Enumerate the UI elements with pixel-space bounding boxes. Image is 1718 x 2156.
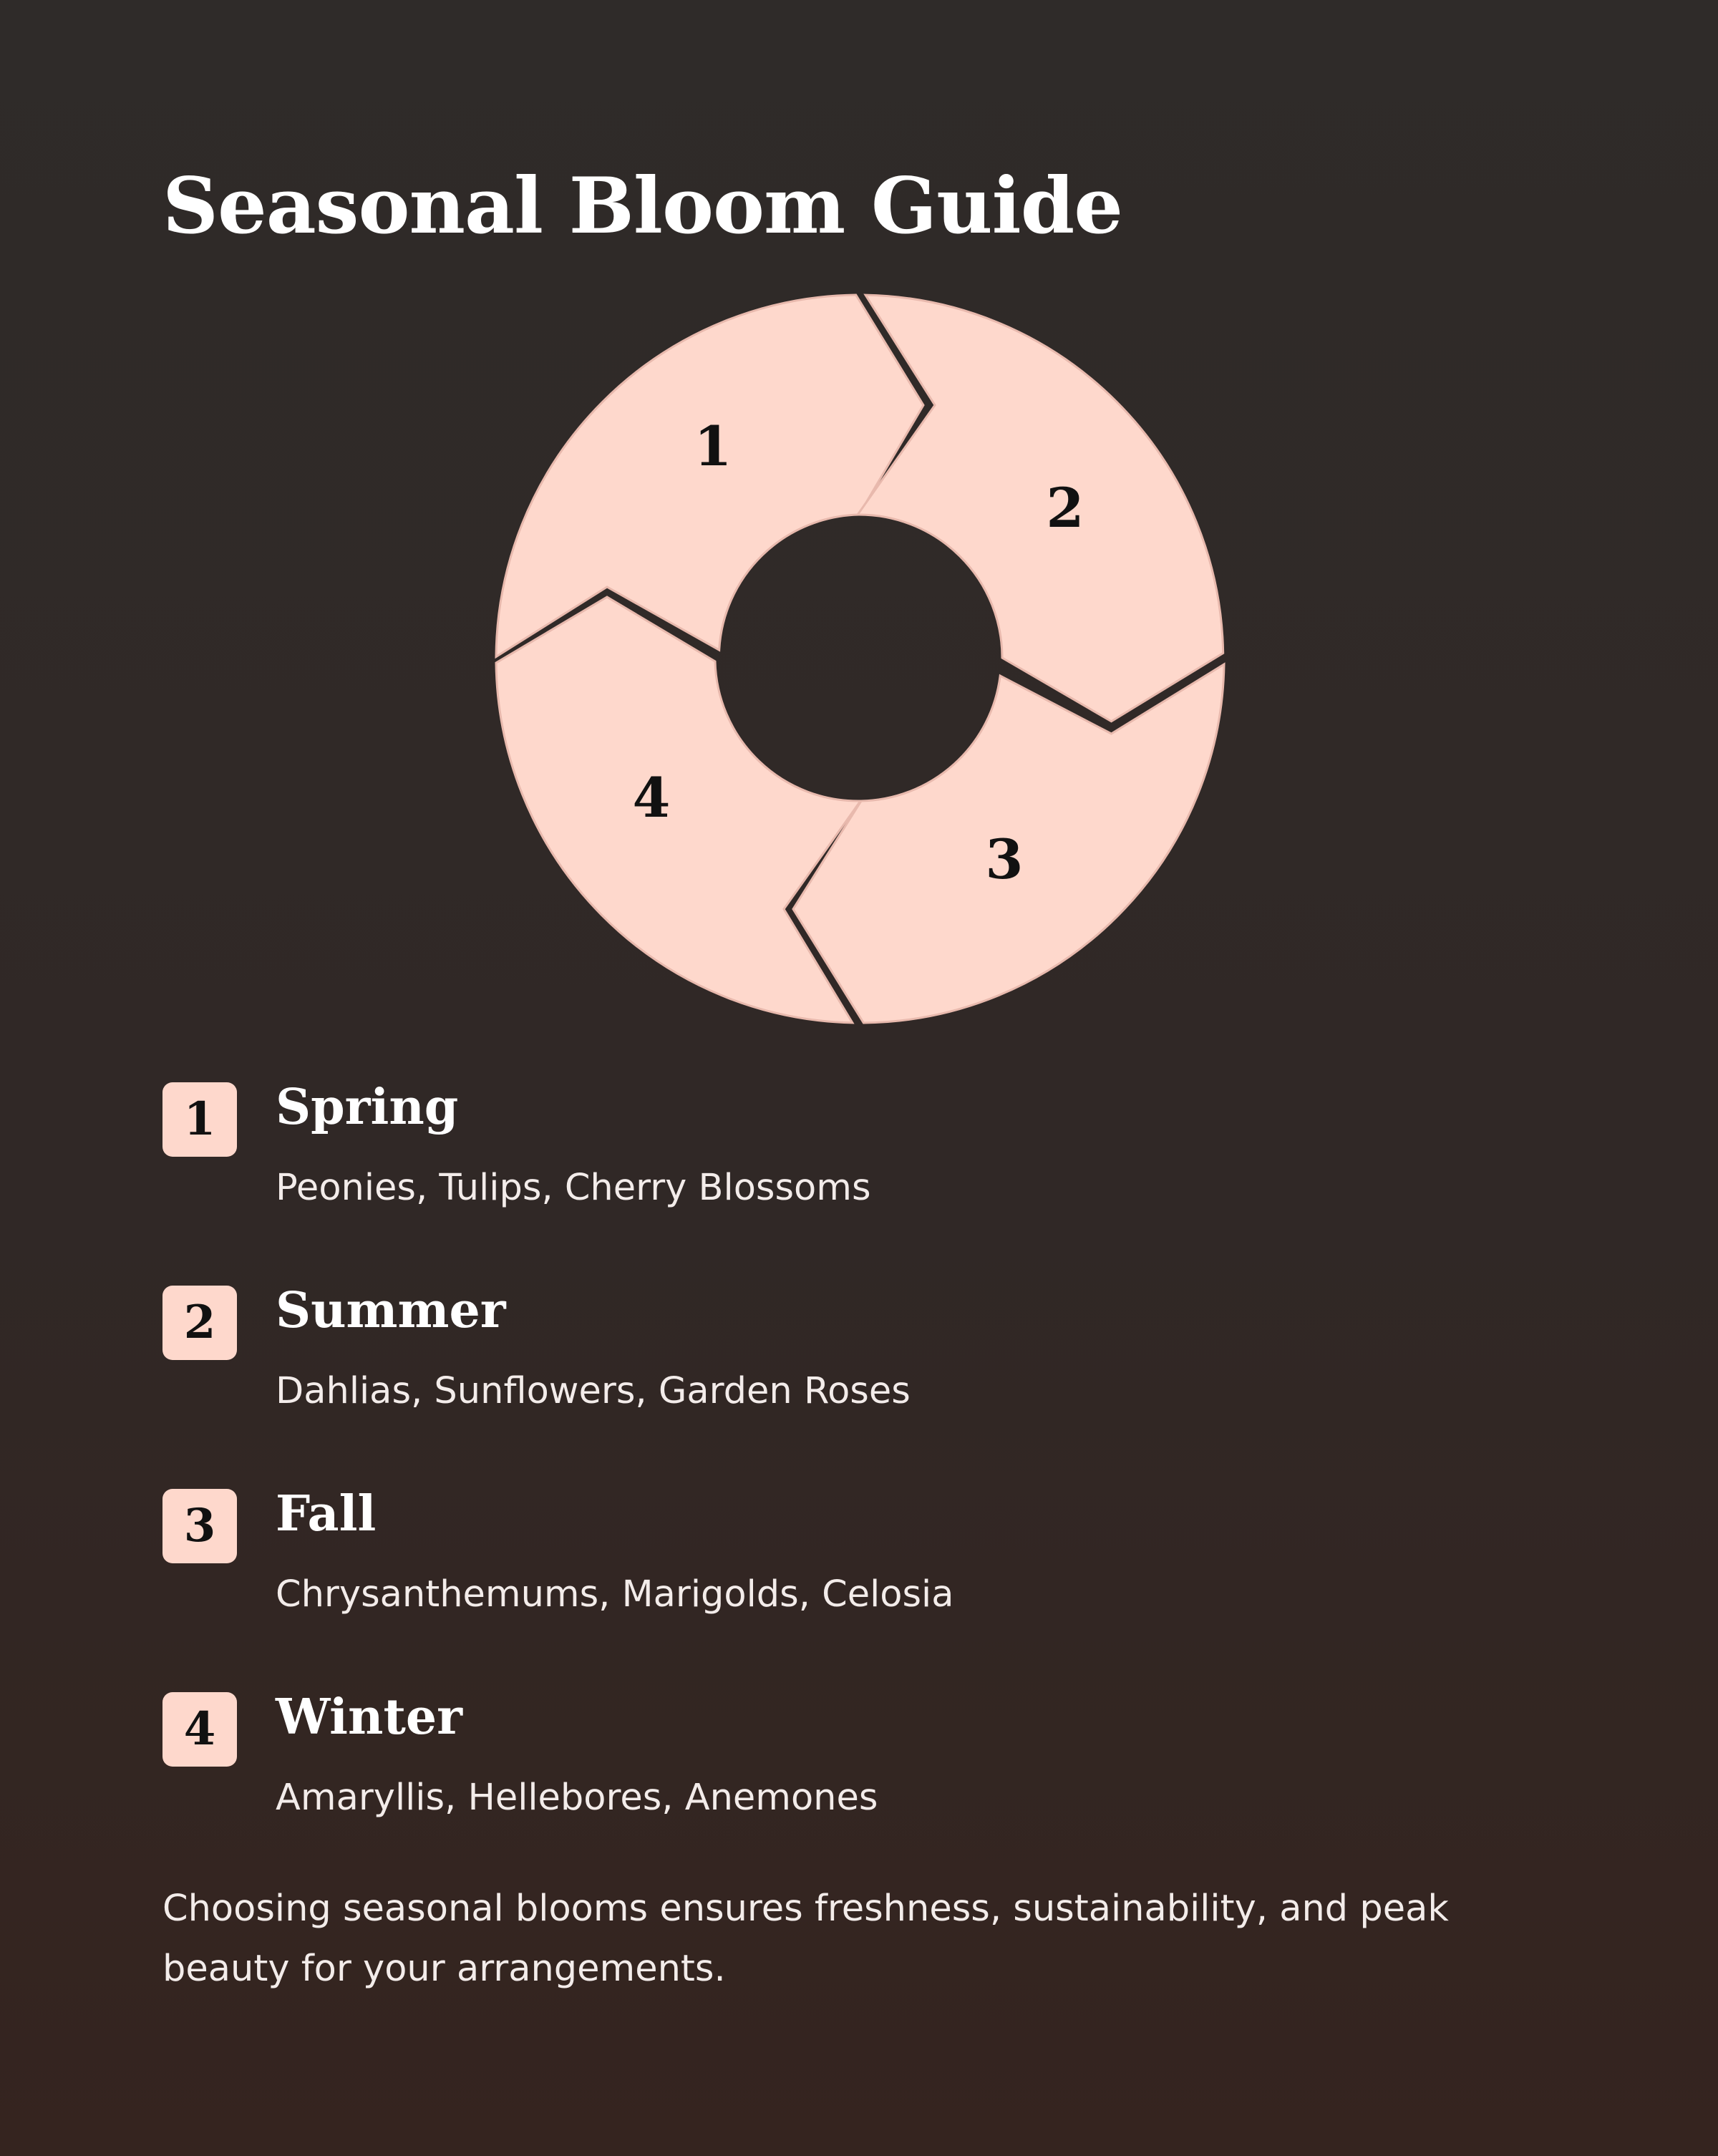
cycle-segment-label-2: 2 <box>1046 476 1084 540</box>
season-number-badge: 1 <box>162 1082 237 1157</box>
season-flowers: Dahlias, Sunflowers, Garden Roses <box>276 1370 911 1412</box>
season-flowers: Chrysanthemums, Marigolds, Celosia <box>276 1573 954 1616</box>
cycle-segment-label-3: 3 <box>985 827 1024 891</box>
season-number-badge: 4 <box>162 1692 237 1767</box>
cycle-segment-4 <box>496 597 860 1023</box>
footer-note: Choosing seasonal blooms ensures freshness, sustainability, and peak beauty for your arrangements. <box>162 1888 1449 1990</box>
season-name: Spring <box>276 1079 459 1136</box>
season-item-fall <box>162 1487 1594 1691</box>
season-list <box>162 1081 1594 1894</box>
season-number-badge: 2 <box>162 1286 237 1360</box>
cycle-segment-label-4: 4 <box>632 766 671 830</box>
cycle-segment-2 <box>858 295 1223 722</box>
season-flowers: Peonies, Tulips, Cherry Blossoms <box>276 1167 871 1209</box>
season-item-spring <box>162 1081 1594 1284</box>
season-name: Summer <box>276 1282 506 1339</box>
season-name: Fall <box>276 1485 377 1543</box>
page-title: Seasonal Bloom Guide <box>162 161 1122 251</box>
season-item-winter <box>162 1691 1594 1894</box>
cycle-segment-label-1: 1 <box>694 414 732 478</box>
season-name: Winter <box>276 1689 462 1746</box>
season-number-badge: 3 <box>162 1489 237 1563</box>
season-flowers: Amaryllis, Hellebores, Anemones <box>276 1777 878 1819</box>
seasonal-cycle-diagram <box>0 0 1718 1059</box>
season-item-summer <box>162 1284 1594 1487</box>
